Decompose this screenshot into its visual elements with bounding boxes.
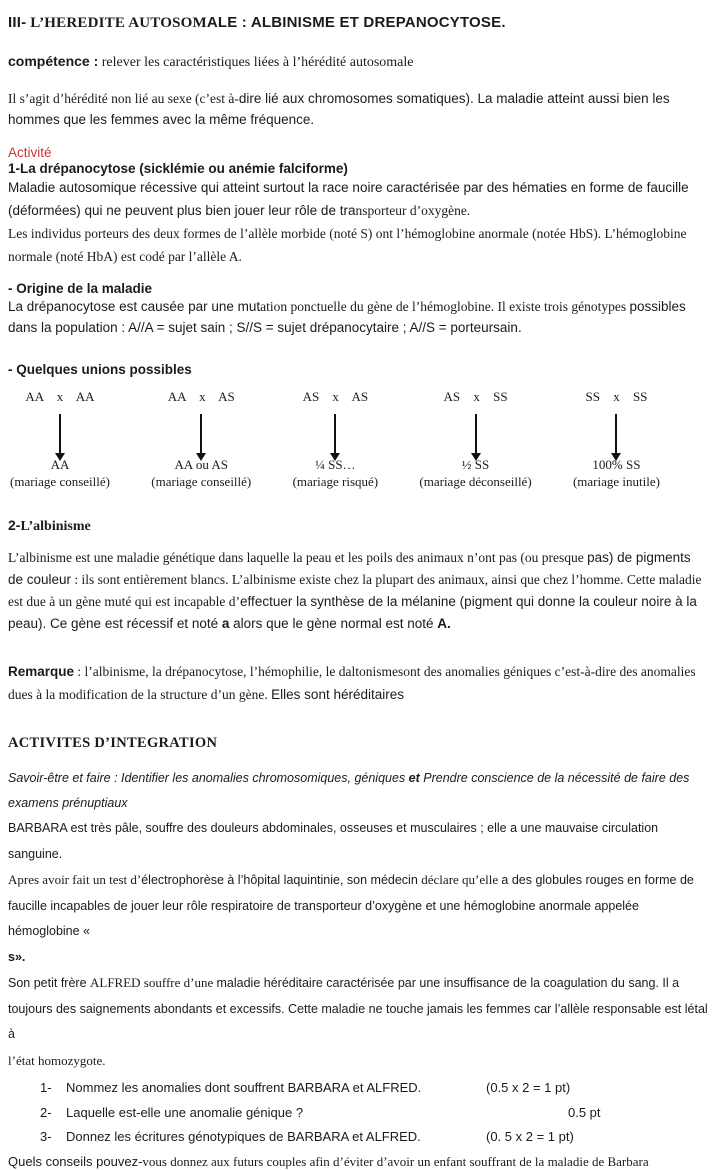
savoir-et: et bbox=[408, 771, 420, 786]
integration-heading-text: ACTIVITES D’INTEGRATION bbox=[8, 734, 218, 751]
activity-label-text: Activité bbox=[8, 145, 52, 160]
union-result: AA ou AS bbox=[174, 457, 228, 472]
examens-line bbox=[8, 791, 708, 816]
competence-label: compétence : bbox=[8, 53, 99, 69]
origine-seg-3: possibles dans la population : A//A = sujet sain ; S//S = sujet drépanocytaire ; A//S = porteursain. bbox=[8, 299, 686, 335]
union-parents: AA x AA bbox=[25, 389, 95, 404]
origine-seg-2: ation ponctuelle du gène de l’hémoglobine. Il existe trois génotypes bbox=[260, 299, 630, 314]
question-text: Laquelle est-elle une anomalie génique ? bbox=[66, 1104, 304, 1120]
barbara-line-4-text: s». bbox=[8, 949, 26, 964]
arrow-down-icon bbox=[200, 414, 202, 454]
union-verdict: (mariage inutile) bbox=[572, 474, 660, 489]
savoir-seg-2: Prendre conscience de la nécessité de faire des bbox=[419, 771, 690, 786]
albinisme-seg-3: : ils sont entièrement blancs. L’albinisme existe chez la plupart des animaux, ainsi que chez l’homme. Cette maladie est due à un gène muté qui est incapable d’ bbox=[8, 571, 702, 609]
union-parents: AS x AS bbox=[302, 389, 369, 404]
union-column bbox=[151, 389, 251, 490]
section-1-heading-text: 1-La drépanocytose (sicklémie ou anémie falciforme) bbox=[8, 161, 348, 176]
arrow-down-icon bbox=[59, 414, 61, 454]
barbara-case-block bbox=[8, 816, 708, 970]
intro-serif: Il s’agit d’hérédité non lié au sexe (c’est à- bbox=[8, 91, 239, 106]
question-number: 1- bbox=[40, 1080, 52, 1096]
origine-heading-text: - Origine de la maladie bbox=[8, 281, 153, 296]
drepa-p1-sans: Maladie autosomique récessive qui atteint surtout la race noire caractérisée par des hématies en forme de faucille (déformées) qui ne peuvent plus bien jouer leur rôle de tra bbox=[8, 180, 689, 218]
alfred-line-2 bbox=[8, 997, 708, 1048]
union-parents: AA x AS bbox=[167, 389, 235, 404]
alfred-line-3 bbox=[8, 1048, 708, 1075]
drepanocytose-paragraph-1 bbox=[8, 176, 708, 222]
barbara-line-2-serif-2: déclare qu’elle bbox=[421, 872, 502, 888]
question-text: Donnez les écritures génotypiques de BARBARA et ALFRED. bbox=[66, 1129, 421, 1145]
question-points: 0.5 pt bbox=[568, 1104, 601, 1120]
unions-heading-text: - Quelques unions possibles bbox=[8, 362, 192, 377]
remarque-paragraph bbox=[8, 660, 708, 706]
page-title bbox=[8, 14, 708, 32]
union-result: ¼ SS… bbox=[315, 457, 356, 472]
final-sans: Quels conseils pouvez- bbox=[8, 1153, 143, 1169]
union-column bbox=[10, 389, 110, 490]
competence-text: relever les caractéristiques liées à l’hérédité autosomale bbox=[98, 55, 414, 70]
union-column bbox=[419, 389, 531, 490]
activity-label bbox=[8, 145, 708, 160]
union-verdict: (mariage conseillé) bbox=[10, 474, 110, 489]
question-points: (0.5 x 2 = 1 pt) bbox=[486, 1080, 571, 1096]
question-row bbox=[8, 1076, 708, 1101]
origine-heading bbox=[8, 281, 708, 296]
arrow-down-icon bbox=[475, 414, 477, 454]
arrow-down-icon bbox=[334, 414, 336, 454]
allele-a-dominant: A. bbox=[437, 615, 451, 631]
questions-list bbox=[8, 1076, 708, 1150]
title-part-3: ALE : ALBINISME ET DREPANOCYTOSE. bbox=[206, 14, 506, 31]
barbara-line-3-text: faucille incapables de jouer leur rôle respiratoire de transporteur d’oxygène et une hémoglobine anormale appelée hémoglobine « bbox=[8, 898, 639, 939]
union-verdict: (mariage risqué) bbox=[292, 474, 379, 489]
union-result: AA bbox=[50, 457, 70, 472]
alfred-line-1-sans-2: maladie héréditaire caractérisée par une insuffisance de la coagulation du sang. Il a bbox=[216, 976, 680, 991]
unions-heading bbox=[8, 362, 708, 377]
union-column bbox=[573, 389, 660, 490]
alfred-case-block bbox=[8, 970, 708, 1074]
alfred-line-1-serif: ALFRED souffre d’une bbox=[90, 975, 217, 991]
section-2-title: L’albinisme bbox=[20, 519, 91, 534]
barbara-line-2-sans-2: a des globules rouges en forme de bbox=[501, 873, 694, 888]
examens-text: examens prénuptiaux bbox=[8, 796, 128, 811]
allele-a-recessive: a bbox=[221, 615, 230, 631]
origine-seg-1: La drépanocytose est causée par une mut bbox=[8, 299, 261, 314]
drepanocytose-paragraph-2 bbox=[8, 222, 708, 268]
final-serif: vous donnez aux futurs couples afin d’éviter d’avoir un enfant souffrant de la maladie de Barbara bbox=[142, 1153, 649, 1169]
barbara-line-2-sans-1: électrophorèse à l’hôpital laquintinie, son médecin bbox=[141, 873, 422, 888]
barbara-line-4 bbox=[8, 945, 708, 971]
competence-line bbox=[8, 53, 708, 71]
question-row bbox=[8, 1125, 708, 1150]
barbara-line-2 bbox=[8, 867, 708, 894]
title-part-1: III- bbox=[8, 14, 27, 31]
unions-diagram bbox=[10, 389, 660, 490]
question-number: 3- bbox=[40, 1129, 52, 1145]
drepa-p2-text: Les individus porteurs des deux formes de l’allèle morbide (noté S) ont l’hémoglobine anormale (notée HbS). L’hémoglobine normale (noté HbA) est codé par l’allèle A. bbox=[8, 226, 687, 264]
union-parents: AS x SS bbox=[443, 389, 508, 404]
section-2-num: 2- bbox=[8, 517, 21, 533]
alfred-line-2-text: toujours des saignements abondants et excessifs. Cette maladie ne touche jamais les femmes car l’allèle responsable est létal à bbox=[8, 1001, 708, 1042]
alfred-line-1 bbox=[8, 970, 708, 997]
savoir-line bbox=[8, 766, 708, 791]
intro-paragraph bbox=[8, 88, 708, 130]
savoir-seg-1: Savoir-être et faire : Identifier les anomalies chromosomiques, géniques bbox=[8, 771, 409, 786]
alfred-line-3-text: l’état homozygote. bbox=[8, 1052, 106, 1068]
final-advice-line bbox=[8, 1154, 708, 1170]
drepa-p1-serif: nsporteur d’oxygène. bbox=[355, 203, 471, 218]
remarque-seg-sans: Elles sont héréditaires bbox=[271, 686, 404, 702]
barbara-line-1 bbox=[8, 816, 708, 867]
albinisme-seg-2: pas) de pigments de couleur bbox=[8, 549, 691, 587]
albinisme-seg-4: effectuer la synthèse de la mélanine (pigment qui donne la couleur noire à la peau). Ce gène est récessif et noté bbox=[8, 593, 697, 631]
barbara-line-1-text: BARBARA est très pâle, souffre des douleurs abdominales, osseuses et musculaires ; elle a une mauvaise circulation sanguine. bbox=[8, 821, 659, 861]
barbara-line-2-serif-1: Apres avoir fait un test d’ bbox=[8, 872, 142, 888]
title-part-2: L’HEREDITE AUTOSOM bbox=[26, 15, 207, 31]
barbara-line-3 bbox=[8, 894, 708, 945]
union-result: 100% SS bbox=[592, 457, 641, 472]
section-2-heading bbox=[8, 517, 708, 535]
integration-heading bbox=[8, 735, 708, 752]
union-parents: SS x SS bbox=[585, 389, 648, 404]
union-column bbox=[293, 389, 379, 490]
intro-sans: dire lié aux chromosomes somatiques). La maladie atteint aussi bien les hommes que les femmes avec la même fréquence. bbox=[8, 91, 670, 127]
alfred-line-1-sans-1: Son petit frère bbox=[8, 976, 90, 991]
remarque-label: Remarque bbox=[8, 663, 75, 679]
union-verdict: (mariage conseillé) bbox=[151, 474, 252, 489]
union-result: ½ SS bbox=[461, 457, 490, 472]
question-points: (0. 5 x 2 = 1 pt) bbox=[486, 1129, 574, 1145]
arrow-down-icon bbox=[615, 414, 617, 454]
albinisme-seg-1: L’albinisme est une maladie génétique dans laquelle la peau et les poils des animaux n’ont pas (ou presque bbox=[8, 549, 588, 565]
remarque-seg-serif: : l’albinisme, la drépanocytose, l’hémophilie, le daltonismesont des anomalies géniques c’est-à-dire des anomalies dues à la modification de la structure d’un gène. bbox=[8, 663, 696, 702]
question-row bbox=[8, 1101, 708, 1126]
albinisme-paragraph bbox=[8, 547, 708, 635]
albinisme-seg-5: alors que le gène normal est noté bbox=[229, 615, 438, 631]
section-1-heading bbox=[8, 161, 708, 176]
question-text: Nommez les anomalies dont souffrent BARBARA et ALFRED. bbox=[66, 1080, 422, 1096]
question-number: 2- bbox=[40, 1104, 52, 1120]
origine-paragraph bbox=[8, 296, 708, 338]
union-verdict: (mariage déconseillé) bbox=[419, 474, 532, 489]
